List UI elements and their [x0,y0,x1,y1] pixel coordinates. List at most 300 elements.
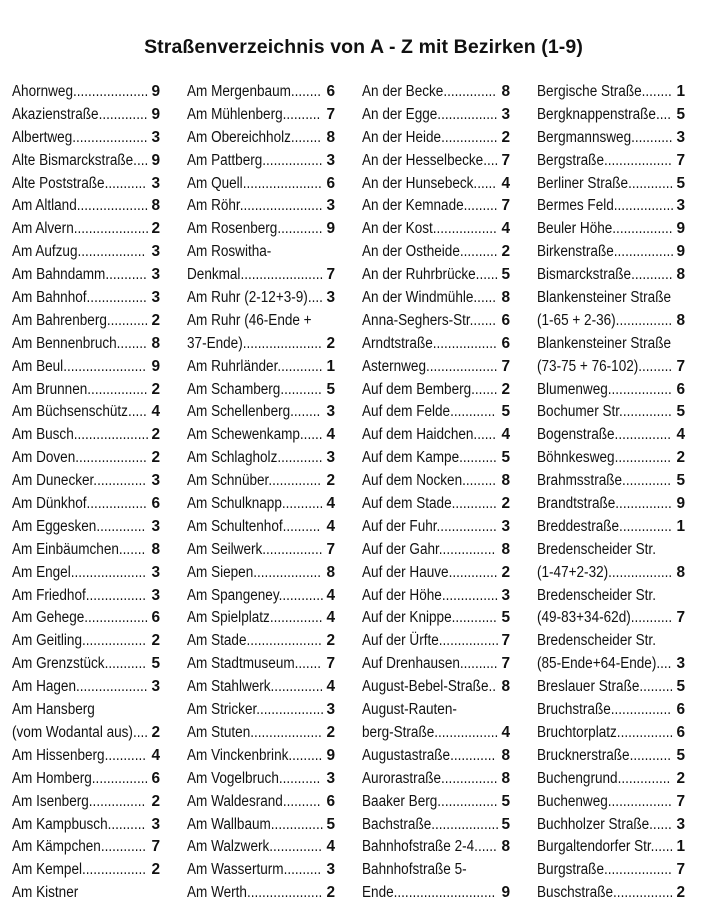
street-entry [12,836,160,859]
street-entry [362,241,510,264]
street-entry [12,814,160,837]
street-entry [362,516,510,539]
street-name: An der Hesselbecke.... [362,151,499,169]
street-column-2 [187,81,335,905]
street-name: Am Hagen................... [12,678,148,696]
district-number: 3 [151,128,160,146]
district-number: 4 [676,426,685,444]
street-name: Alte Poststraße........... [12,174,146,192]
dot-leader: ............ [451,495,497,513]
street-name: Am Dunecker.............. [12,472,146,490]
street-name: Am Stahlwerk.............. [187,678,324,696]
dot-leader: ......... [463,197,498,215]
street-entry [187,287,335,310]
street-name: An der Hunsebeck...... [362,174,497,192]
street-entry [12,630,160,653]
dot-leader: ............ [451,609,497,627]
district-number: 6 [676,723,685,741]
street-name: Am Seilwerk................ [187,540,323,558]
street-name: Am Busch.................... [12,426,149,444]
dot-leader: ........................... [393,884,496,902]
district-number: 9 [676,243,685,261]
street-name: Am Bahndamm........... [12,266,147,284]
district-number: 7 [676,792,685,810]
dot-leader: ............ [450,403,496,421]
street-name: Am Kempel................. [12,861,146,879]
street-name: Breddestraße.............. [537,517,672,535]
street-name: Blankensteiner Straße [537,289,672,307]
district-number: 3 [151,563,160,581]
street-name: Am Siepen.................. [187,563,321,581]
district-number: 8 [151,197,160,215]
district-number: 7 [151,838,160,856]
district-number: 2 [151,792,160,810]
district-number: 2 [501,563,510,581]
street-entry [362,882,510,905]
street-name: Am Bennenbruch........ [12,334,147,352]
dot-leader: ............... [441,769,498,787]
street-entry [12,333,160,356]
street-entry [362,379,510,402]
street-name: Am Schamberg........... [187,380,322,398]
street-column-3 [362,81,510,905]
street-entry [537,195,685,218]
dot-leader: .................. [604,151,672,169]
dot-leader: .............. [619,517,672,535]
street-entry [187,104,335,127]
dot-leader: ............ [628,174,674,192]
dot-leader: ................ [87,380,148,398]
district-number: 4 [326,495,335,513]
district-number: 5 [676,174,685,192]
street-entry [12,470,160,493]
street-entry [537,814,685,837]
district-number: 3 [151,243,160,261]
street-name: Auf dem Haidchen...... [362,426,497,444]
street-name: Blumenweg................. [537,380,672,398]
dot-leader: .......... [459,449,497,467]
dot-leader: .............. [269,609,323,627]
district-number: 2 [501,128,510,146]
street-entry [187,401,335,424]
dot-leader: ................. [608,563,673,581]
street-entry [362,699,510,722]
dot-leader: ........... [105,266,147,284]
street-name: Bahnhofstraße 2-4...... [362,838,497,856]
district-number: 3 [676,128,685,146]
district-number: 6 [151,495,160,513]
dot-leader: ............... [88,792,146,810]
dot-leader: .................. [256,701,324,719]
dot-leader: ........ [290,128,321,146]
district-number: 8 [501,83,510,100]
street-entry [12,768,160,791]
street-entry [362,539,510,562]
street-entry [187,768,335,791]
street-name: Am Isenberg............... [12,792,146,810]
district-number: 8 [501,838,510,856]
street-entry [187,630,335,653]
street-name: Am Hissenberg........... [12,746,146,764]
dot-leader: ...... [473,311,497,329]
dot-leader: .............. [617,769,671,787]
street-name: Bergstraße.................. [537,151,672,169]
street-name: Brucknerstraße........... [537,746,671,764]
street-name: Ende........................... [362,884,496,902]
district-number: 8 [501,678,510,696]
district-number: 7 [501,632,510,650]
street-entry [12,539,160,562]
dot-leader: ........... [278,769,321,787]
district-number: 8 [501,289,510,307]
street-entry [362,470,510,493]
street-entry [12,447,160,470]
district-number: 3 [676,655,685,673]
street-name: Am Mühlenberg.......... [187,105,321,123]
street-entry [362,745,510,768]
dot-leader: .......... [283,861,322,879]
dot-leader: ............. [96,517,146,535]
street-entry [362,562,510,585]
street-name: (1-47+2-32)................. [537,563,673,581]
dot-leader: ................... [425,357,498,375]
district-number: 9 [676,220,685,238]
street-name: Bredenscheider Str. [537,632,656,650]
street-entry [537,493,685,516]
district-number: 2 [151,220,160,238]
district-number: 5 [326,380,335,398]
street-entry [12,173,160,196]
district-number: 6 [326,83,335,100]
street-entry [187,264,335,287]
street-name: Am Doven................... [12,449,147,467]
dot-leader: .......... [282,517,321,535]
district-number: 2 [326,632,335,650]
dot-leader: ................. [432,334,497,352]
street-name: Am Kampbusch.......... [12,815,146,833]
dot-leader: ...................... [239,197,323,215]
street-entry [362,401,510,424]
dot-leader: ................ [438,632,499,650]
street-name: Bogenstraße............... [537,426,671,444]
dot-leader: ..... [654,838,674,856]
dot-leader: .................... [246,884,323,902]
street-entry [362,722,510,745]
dot-leader: ....... [471,380,498,398]
district-number: 6 [676,380,685,398]
street-entry [12,218,160,241]
street-entry [537,470,685,493]
street-entry [12,310,160,333]
district-number: 1 [676,83,685,100]
district-number: 7 [676,151,685,169]
dot-leader: ............... [91,769,149,787]
street-name: Am Kämpchen............ [12,838,146,856]
street-name: Bredenscheider Str. [537,540,656,558]
dot-leader: ................. [607,380,672,398]
street-entry [537,287,685,310]
district-number: 2 [501,495,510,513]
dot-leader: ............... [441,128,498,146]
district-number: 6 [326,792,335,810]
street-name: Auf dem Stade............ [362,495,497,513]
district-number: 5 [501,403,510,421]
street-name: Asternweg................... [362,357,498,375]
street-name: August-Bebel-Straße.. [362,678,497,696]
street-name: Auf Drenhausen.......... [362,655,498,673]
dot-leader: ............... [616,723,674,741]
dot-leader: .... [307,289,323,307]
district-number: 2 [151,380,160,398]
street-entry [187,310,335,333]
street-name: Am Grenzstück........... [12,655,146,673]
dot-leader: ............... [614,426,671,444]
dot-leader: ................. [82,632,146,650]
dot-leader: .............. [270,678,324,696]
district-number: 8 [326,128,335,146]
street-column-4 [537,81,685,905]
dot-leader: .......... [459,243,498,261]
street-name: Am Schultenhof.......... [187,517,321,535]
street-entry [537,791,685,814]
street-name: Am Homberg............... [12,769,149,787]
street-entry [362,356,510,379]
street-entry [537,882,685,905]
dot-leader: ........... [280,380,322,398]
street-name: Am Dünkhof................ [12,495,147,513]
district-number: 7 [326,266,335,284]
street-entry [12,653,160,676]
district-number: 7 [326,655,335,673]
dot-leader: .............. [270,815,324,833]
dot-leader: ................. [434,723,499,741]
street-name: (73-75 + 76-102)......... [537,357,673,375]
district-number: 7 [501,197,510,215]
district-number: 9 [151,105,160,123]
district-number: 3 [326,449,335,467]
street-name: Am Hansberg [12,701,95,719]
street-entry [537,447,685,470]
dot-leader: ..................... [242,334,322,352]
street-entry [362,104,510,127]
dot-leader: ................ [437,792,498,810]
street-entry [362,814,510,837]
street-entry [187,241,335,264]
dot-leader: ...... [474,838,497,856]
street-name: Am Stade.................... [187,632,322,650]
dot-leader: ............... [438,540,496,558]
dot-leader: ........... [281,495,324,513]
street-entry [362,676,510,699]
dot-leader: ................. [82,861,146,879]
street-entry [362,264,510,287]
dot-leader: ................... [76,197,149,215]
street-entry [537,264,685,287]
dot-leader: .. [488,678,497,696]
district-number: 5 [676,105,685,123]
district-number: 2 [326,334,335,352]
street-entry [187,836,335,859]
street-entry [537,539,685,562]
street-entry [362,585,510,608]
district-number: 7 [326,105,335,123]
dot-leader: ................. [84,609,149,627]
street-entry [12,127,160,150]
district-number: 9 [676,495,685,513]
district-number: 8 [501,769,510,787]
street-entry [537,859,685,882]
street-name: Am Kistner [12,884,79,902]
street-name: Auf der Ürfte................ [362,632,499,650]
dot-leader: .............. [93,472,146,490]
dot-leader: ............ [277,220,323,238]
district-number: 8 [501,746,510,764]
street-entry [362,493,510,516]
district-number: 1 [676,838,685,856]
district-number: 3 [151,174,160,192]
street-entry [362,127,510,150]
street-entry [12,287,160,310]
dot-leader: ......... [288,746,323,764]
district-number: 5 [501,792,510,810]
street-name: Auf der Gahr............... [362,540,496,558]
district-number: 4 [326,838,335,856]
street-entry [537,745,685,768]
district-number: 6 [151,769,160,787]
street-name: Albertweg.................... [12,128,148,146]
street-name: Burgaltendorfer Str...... [537,838,674,856]
street-entry [187,218,335,241]
district-number: 4 [326,609,335,627]
street-name: Auf dem Bemberg....... [362,380,498,398]
street-entry [12,585,160,608]
dot-leader: ................ [612,220,673,238]
street-name: Anna-Seghers-Str....... [362,311,497,329]
district-number: 2 [501,243,510,261]
street-entry [12,699,160,722]
dot-leader: ............ [100,838,146,856]
street-name: Auf der Fuhr................ [362,517,497,535]
dot-leader: ........... [630,609,673,627]
street-name: 37-Ende)..................... [187,334,322,352]
street-name: Am Gehege................. [12,609,149,627]
dot-leader: .............. [268,472,322,490]
district-number: 6 [151,609,160,627]
street-entry [12,562,160,585]
street-entry [362,287,510,310]
street-name: Am Stricker.................. [187,701,324,719]
dot-leader: ...... [299,426,323,444]
street-entry [537,218,685,241]
street-name: Auf der Höhe............... [362,586,499,604]
street-entry [362,859,510,882]
street-name: Am Stadtmuseum....... [187,655,321,673]
district-number: 3 [326,861,335,879]
street-name: Ahornweg.................... [12,83,149,100]
district-number: 4 [151,746,160,764]
street-entry [12,104,160,127]
district-number: 5 [501,449,510,467]
street-entry [187,447,335,470]
street-name: Am Friedhof................ [12,586,146,604]
district-number: 3 [326,769,335,787]
district-number: 3 [151,586,160,604]
dot-leader: .... [655,105,672,123]
street-name: Bruchtorplatz............... [537,723,674,741]
district-number: 5 [151,655,160,673]
street-entry [12,791,160,814]
street-name: Am Schellenberg........ [187,403,321,421]
district-number: 2 [151,861,160,879]
district-number: 3 [326,289,335,307]
dot-leader: ........... [629,746,671,764]
street-name: Am Quell..................... [187,174,322,192]
street-name: Bahnhofstraße 5- [362,861,467,879]
dot-leader: .................. [604,861,672,879]
dot-leader: ............. [98,105,148,123]
district-number: 7 [501,151,510,169]
dot-leader: ................... [75,449,147,467]
street-entry [187,791,335,814]
street-entry [12,379,160,402]
district-number: 3 [501,586,510,604]
street-name: Bergische Straße........ [537,83,672,100]
street-name: Am Obereichholz........ [187,128,321,146]
dot-leader: ........ [641,83,672,100]
street-name: Am Eggesken............. [12,517,146,535]
street-entry [187,676,335,699]
street-entry [362,836,510,859]
dot-leader: ........... [104,746,146,764]
dot-leader: ............... [615,311,673,329]
street-name: Bruchstraße................ [537,701,671,719]
street-name: An der Kost................. [362,220,497,238]
street-name: Buchholzer Straße...... [537,815,672,833]
dot-leader: .... [483,151,499,169]
street-entry [362,424,510,447]
dot-leader: ................ [436,517,497,535]
street-name: Auf dem Kampe.......... [362,449,497,467]
dot-leader: ...... [473,174,497,192]
district-number: 9 [151,357,160,375]
district-number: 3 [676,197,685,215]
street-name: Am Vogelbruch........... [187,769,321,787]
street-name: Bochumer Str.............. [537,403,672,421]
street-name: Bergknappenstraße.... [537,105,672,123]
street-entry [537,241,685,264]
street-entry [12,424,160,447]
street-name: Am Schulknapp........... [187,495,324,513]
street-entry [187,493,335,516]
street-entry [187,173,335,196]
district-number: 5 [676,746,685,764]
street-entry [362,218,510,241]
street-name: Denkmal...................... [187,266,324,284]
street-name: An der Ostheide.......... [362,243,498,261]
street-entry [187,699,335,722]
street-entry [537,173,685,196]
street-entry [537,150,685,173]
dot-leader: ...... [649,815,672,833]
dot-leader: ........ [290,83,321,100]
street-name: Am Pattberg................ [187,151,323,169]
street-entry [362,791,510,814]
street-name: Am Stuten................... [187,723,322,741]
street-entry [12,81,160,104]
street-name: An der Kemnade......... [362,197,498,215]
street-name: Aurorastraße............... [362,769,498,787]
district-number: 5 [326,815,335,833]
